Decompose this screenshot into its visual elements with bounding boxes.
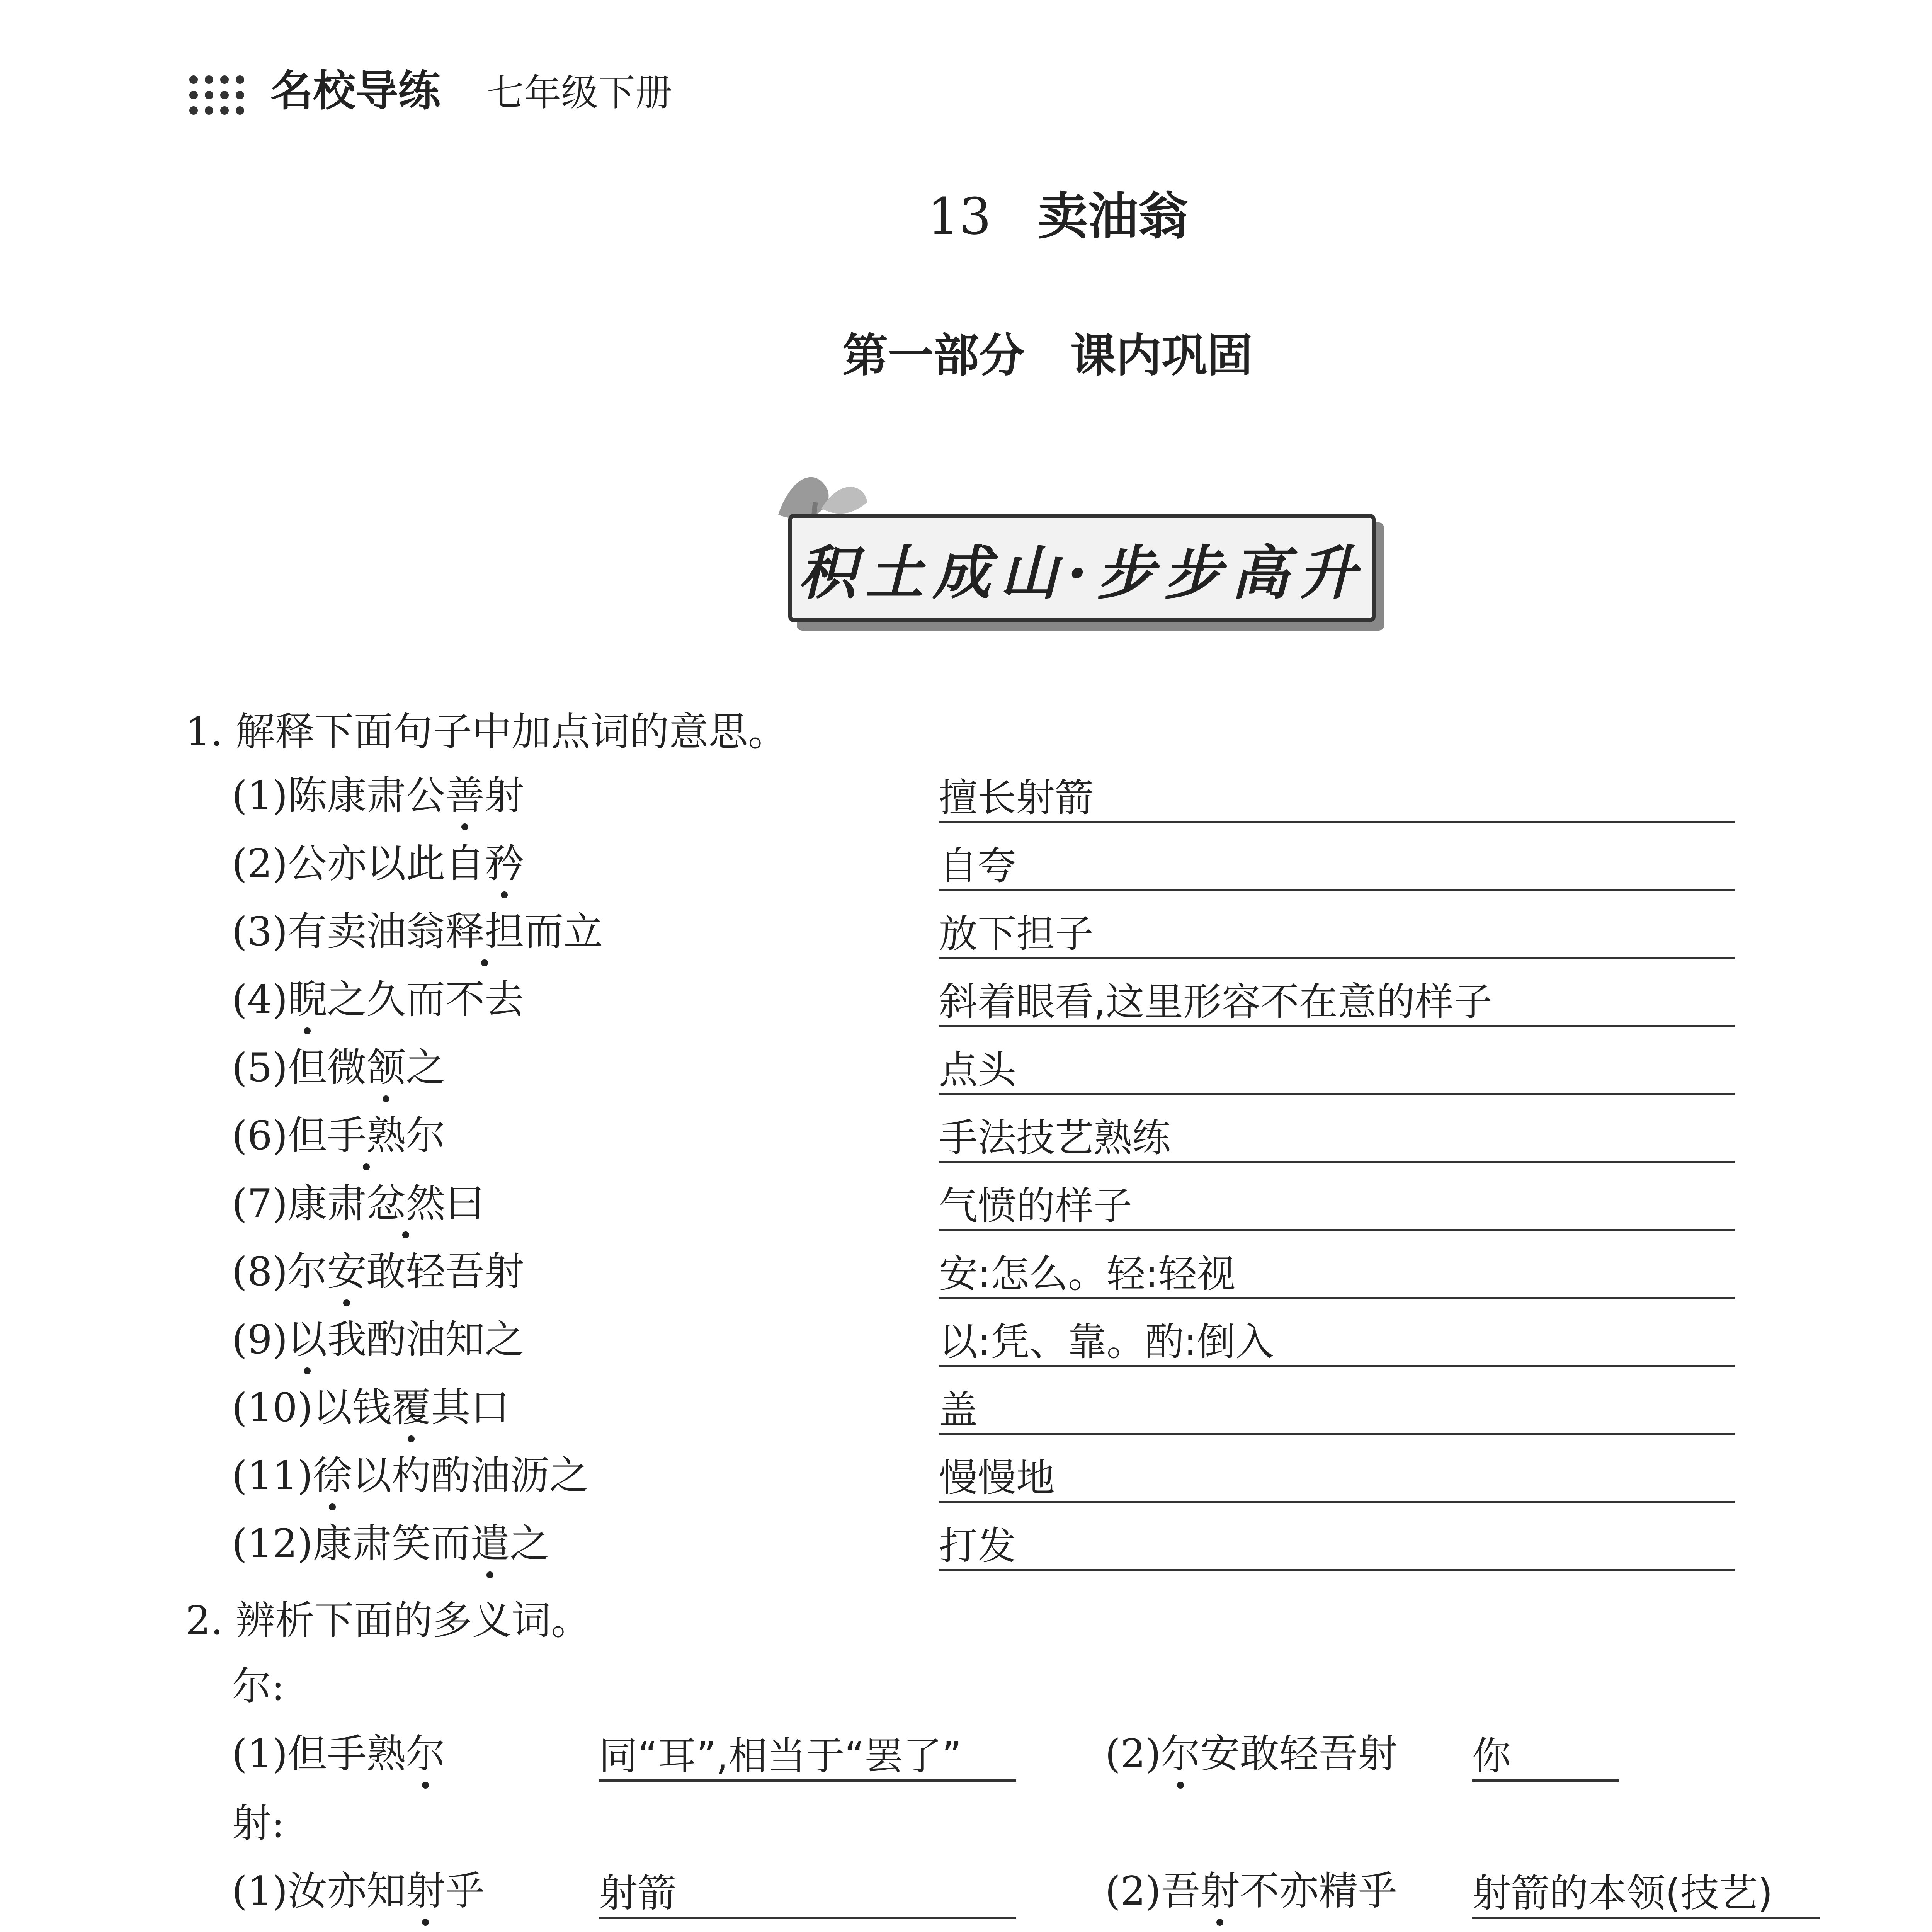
q1-item-3-post: 而立 <box>524 909 603 955</box>
q2-left-1 <box>232 1729 445 1779</box>
q1-item-4 <box>232 975 524 1025</box>
q2-left-2-post: 乎 <box>445 1868 485 1914</box>
q1-item-5-pre: (5)但微 <box>232 1045 367 1091</box>
q2-title: 2. 辨析下面的多义词。 <box>185 1598 590 1644</box>
header-series: 名校导练 <box>270 66 440 116</box>
q1-item-1-post: 射 <box>485 773 524 819</box>
q1-item-6-dotted-word: 手熟 <box>327 1111 406 1161</box>
q1-item-7-pre: (7)康肃 <box>232 1181 367 1227</box>
q1-item-2-pre: (2)公亦以此自 <box>232 841 485 887</box>
q1-item-6 <box>232 1111 445 1161</box>
q1-answer-5: 点头 <box>939 1047 1735 1095</box>
q1-item-4-dotted-word: 睨 <box>287 975 327 1025</box>
q1-answer-6: 手法技艺熟练 <box>939 1115 1735 1163</box>
q1-item-6-post: 尔 <box>406 1113 446 1159</box>
q1-item-3-dotted-word: 释担 <box>445 907 524 957</box>
q1-item-9-pre: (9) <box>232 1317 288 1363</box>
q1-item-11-dotted-word: 徐 <box>313 1451 352 1501</box>
q1-item-8-post: 敢轻吾射 <box>366 1249 524 1295</box>
q2-right-answer-1: 你 <box>1472 1733 1619 1782</box>
q1-item-9 <box>232 1315 524 1365</box>
q1-item-5 <box>232 1043 445 1093</box>
q1-item-9-dotted-word: 以 <box>287 1315 327 1365</box>
q1-item-8-pre: (8)尔 <box>232 1249 327 1295</box>
q1-item-12 <box>232 1519 549 1569</box>
q1-item-12-pre: (12)康肃笑而 <box>232 1521 471 1567</box>
q2-left-2 <box>232 1866 485 1917</box>
q1-item-11 <box>232 1451 588 1501</box>
lesson-number: 13 <box>927 187 992 246</box>
q1-item-2-dotted-word: 矜 <box>485 839 524 889</box>
q1-item-9-post: 我酌油知之 <box>327 1317 524 1363</box>
q1-item-2 <box>232 839 524 889</box>
q1-answer-12: 打发 <box>939 1523 1735 1571</box>
q1-item-10-dotted-word: 覆 <box>391 1383 431 1433</box>
q2-right-1 <box>1105 1729 1397 1779</box>
q1-item-3 <box>232 907 603 957</box>
q1-item-1 <box>232 771 524 821</box>
q2-left-1-dotted-word: 尔 <box>406 1729 445 1779</box>
q1-item-4-post: 之久而不去 <box>327 977 524 1023</box>
q2-right-2-post: 不亦精乎 <box>1240 1868 1398 1914</box>
q2-word-1: 尔: <box>232 1663 285 1709</box>
lesson-name: 卖油翁 <box>1037 187 1189 246</box>
q2-left-answer-2: 射箭 <box>599 1870 1016 1919</box>
q2-right-1-pre: (2) <box>1105 1731 1161 1777</box>
q1-item-1-dotted-word: 善 <box>445 771 485 821</box>
q1-item-1-pre: (1)陈康肃公 <box>232 773 446 819</box>
q1-item-8-dotted-word: 安 <box>327 1247 366 1297</box>
q1-answer-8: 安:怎么。轻:轻视 <box>939 1251 1735 1299</box>
q1-answer-9: 以:凭、靠。酌:倒入 <box>939 1319 1735 1367</box>
q2-right-2-dotted-word: 射 <box>1200 1866 1240 1917</box>
q1-item-10-post: 其口 <box>431 1385 510 1431</box>
q1-item-8 <box>232 1247 524 1297</box>
q1-item-11-post: 以杓酌油沥之 <box>352 1453 589 1499</box>
q1-item-12-dotted-word: 遣 <box>470 1519 510 1569</box>
q1-answer-11: 慢慢地 <box>939 1455 1735 1503</box>
q2-left-answer-1: 同“耳”,相当于“罢了” <box>599 1733 1016 1782</box>
q1-answer-1: 擅长射箭 <box>939 775 1735 823</box>
q1-item-7-dotted-word: 忿然 <box>366 1179 445 1229</box>
q1-answer-7: 气愤的样子 <box>939 1183 1735 1231</box>
q1-title: 1. 解释下面句子中加点词的意思。 <box>185 709 787 755</box>
q1-item-10-pre: (10)以钱 <box>232 1385 392 1431</box>
q1-item-12-post: 之 <box>510 1521 549 1567</box>
q1-answer-2: 自夸 <box>939 843 1735 891</box>
q2-right-1-post: 安敢轻吾射 <box>1200 1731 1398 1777</box>
header-logo-dots <box>189 75 255 118</box>
q1-item-5-dotted-word: 颔 <box>366 1043 406 1093</box>
q1-item-3-pre: (3)有卖油翁 <box>232 909 446 955</box>
q1-item-6-pre: (6)但 <box>232 1113 327 1159</box>
q2-right-1-dotted-word: 尔 <box>1161 1729 1200 1779</box>
q1-item-10 <box>232 1383 510 1433</box>
q1-item-4-pre: (4) <box>232 977 288 1023</box>
q2-left-2-dotted-word: 射 <box>406 1866 445 1917</box>
q2-left-1-pre: (1)但手熟 <box>232 1731 406 1777</box>
q1-answer-3: 放下担子 <box>939 911 1735 959</box>
q2-right-2 <box>1105 1866 1397 1917</box>
section-banner: 积土成山·步步高升 <box>788 514 1376 622</box>
lesson-title <box>927 185 1188 247</box>
q1-answer-10: 盖 <box>939 1387 1735 1435</box>
q1-item-5-post: 之 <box>406 1045 446 1091</box>
q1-item-7 <box>232 1179 485 1229</box>
q2-word-2: 射: <box>232 1801 285 1847</box>
q2-right-2-pre: (2)吾 <box>1105 1868 1201 1914</box>
q2-left-2-pre: (1)汝亦知 <box>232 1868 406 1914</box>
header-grade: 七年级下册 <box>487 71 672 114</box>
q1-answer-4: 斜着眼看,这里形容不在意的样子 <box>939 979 1735 1027</box>
part-title: 第一部分 课内巩固 <box>842 329 1253 382</box>
q1-item-11-pre: (11) <box>232 1453 313 1499</box>
q1-item-7-post: 曰 <box>445 1181 485 1227</box>
q2-right-answer-2: 射箭的本领(技艺) <box>1472 1870 1820 1919</box>
